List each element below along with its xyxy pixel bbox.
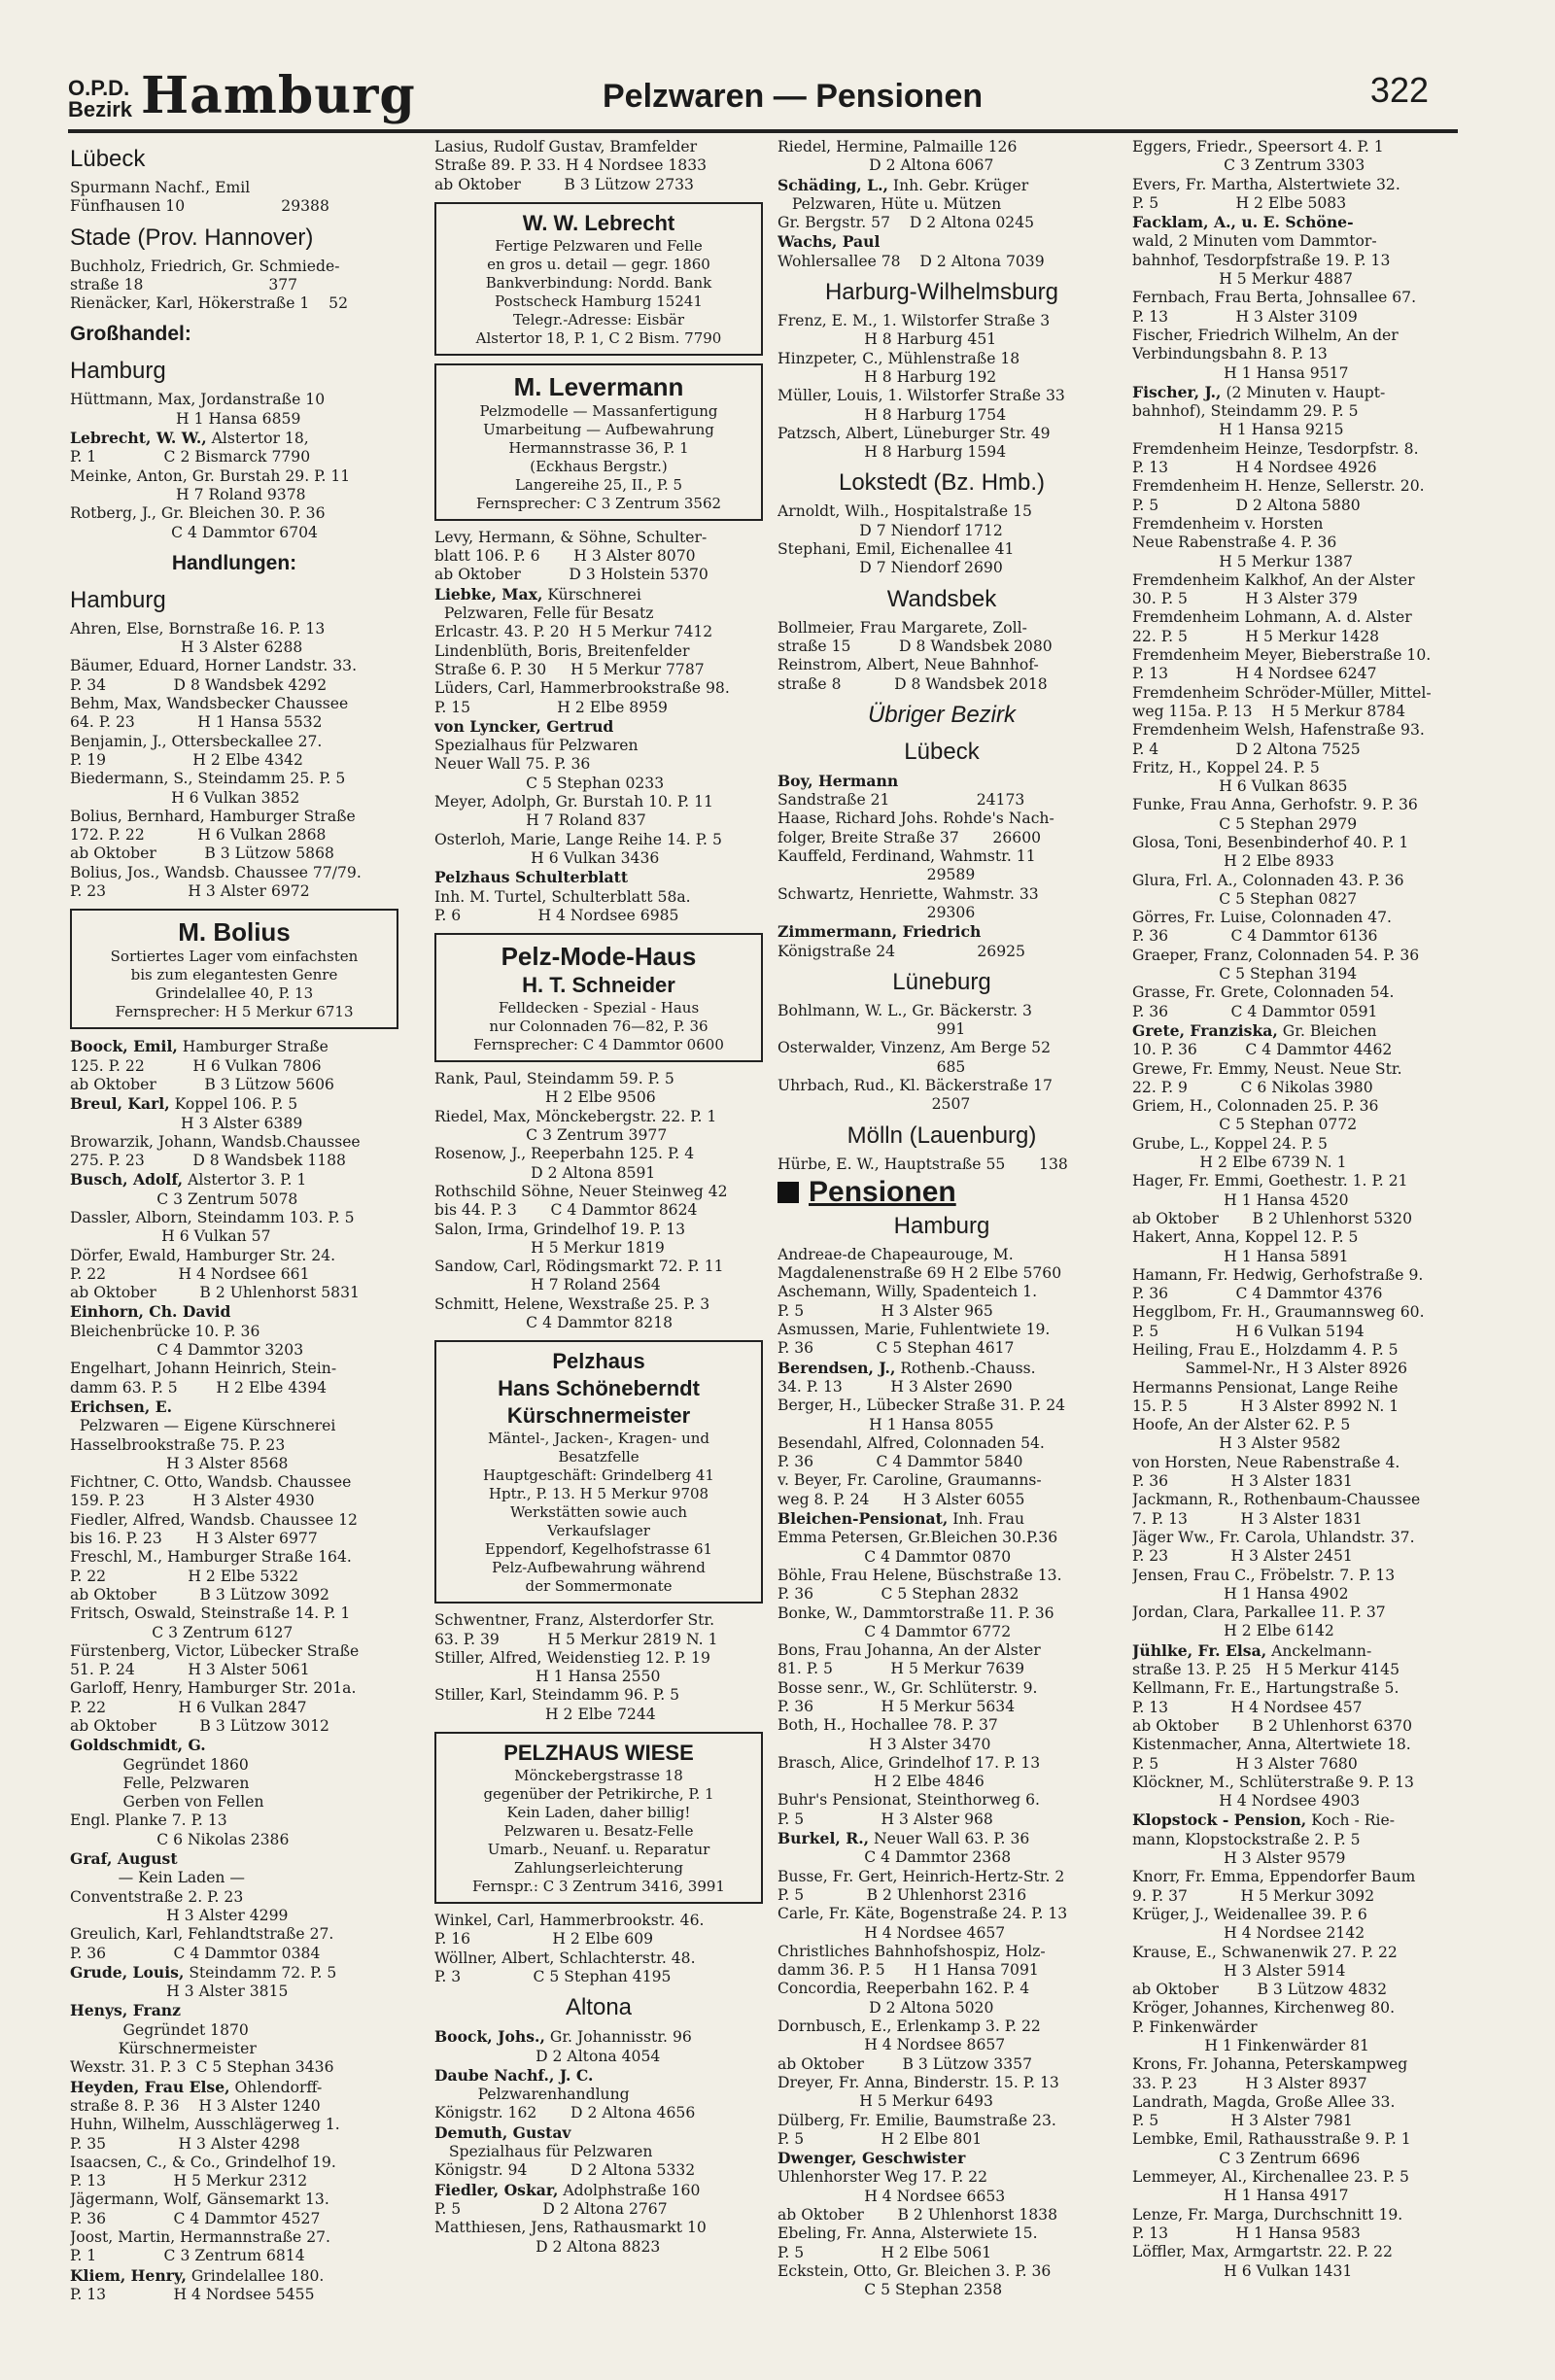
ad-line: Bankverbindung: Nordd. Bank bbox=[485, 273, 712, 292]
directory-entry bbox=[70, 2266, 398, 2305]
directory-entry bbox=[70, 1849, 398, 1963]
directory-entry bbox=[778, 176, 1106, 233]
entry-text: Koppel 106. P. 5 H 3 Alster 6389 Browarzik, Johann, Wandsb.Chaussee 275. P. 23 D 8 Wandsbek 1188 bbox=[70, 1095, 361, 1170]
entry-name: Jühlke, Fr. Elsa, bbox=[1132, 1640, 1267, 1660]
column-4 bbox=[1132, 138, 1468, 2281]
ad-line: Postscheck Hamburg 15241 bbox=[495, 292, 703, 310]
directory-entry bbox=[434, 2181, 763, 2257]
entry-text: Spezialhaus für Pelzwaren Neuer Wall 75. P. 36 C 5 Stephan 0233 Meyer, Adolph, Gr. Burstah 10. P. 11 H 7 Roland 837 Osterloh, Marie, Lange Reihe 14. P. 5 H 6 Vulkan 3436 bbox=[434, 737, 722, 867]
entry-text: Hüttmann, Max, Jordanstraße 10 H 1 Hansa 6859 bbox=[70, 391, 326, 428]
ad-line: Fernsprecher: C 3 Zentrum 3562 bbox=[475, 494, 722, 512]
entry-name: Demuth, Gustav bbox=[434, 2122, 571, 2142]
directory-entry bbox=[778, 1156, 1106, 1174]
advertisement-box bbox=[434, 202, 763, 356]
directory-entry bbox=[434, 585, 763, 717]
pensionen-title: Pensionen bbox=[809, 1176, 956, 1209]
directory-entry bbox=[778, 772, 1106, 922]
ad-line: Mönckebergstrasse 18 bbox=[514, 1767, 683, 1785]
entry-text: Winkel, Carl, Hammerbrookstr. 46. P. 16 H 2 Elbe 609 Wöllner, Albert, Schlachterstr. 48. P. 3 C 5 Stephan 4195 bbox=[434, 1912, 705, 1985]
entry-text: Steindamm 72. P. 5 H 3 Alster 3815 bbox=[166, 1963, 337, 2001]
column-1 bbox=[70, 138, 398, 2304]
column-2 bbox=[434, 138, 763, 2257]
entry-text: Ahren, Else, Bornstraße 16. P. 13 H 3 Alster 6288 Bäumer, Eduard, Horner Landstr. 33. P. 34 D 8 Wandsbek 4292 Behm, Max, Wandsbecker Chaussee 64. P. 23 H 1 Hansa 5532 Benjamin, J., Ottersbeckallee 27. P. 19 H 2 Elbe 4342 Biedermann, S., Steindamm 25. P. 5 H 6 Vulkan 3852 Bolius, Bernhard, Hamburger Straße 172. P. 22 H 6 Vulkan 2868 ab Oktober B 3 Lützow 5868 Bolius, Jos., Wandsb. Chaussee 77/79. P. 23 H 3 Alster 6972 bbox=[70, 619, 362, 901]
directory-entry bbox=[434, 1912, 763, 1986]
directory-entry bbox=[434, 529, 763, 585]
ad-line: Werkstätten sowie auch bbox=[509, 1503, 688, 1522]
entry-text: Hürbe, E. W., Hauptstraße 55 138 bbox=[778, 1155, 1068, 1173]
entry-name: Heyden, Frau Else, bbox=[70, 2077, 230, 2096]
entry-name: Erichsen, E. bbox=[70, 1397, 173, 1416]
entry-text: Andreae-de Chapeaurouge, M. Magdalenenstraße 69 H 2 Elbe 5760 Aschemann, Willy, Spadenteich 1. P. 5 H 3 Alster 965 Asmussen, Marie, Fuhlentwiete 19. P. 36 C 5 Stephan 4617 bbox=[778, 1245, 1062, 1358]
ad-line: Umarb., Neuanf. u. Reparatur bbox=[487, 1841, 710, 1859]
column-3 bbox=[778, 138, 1106, 2300]
entry-text: Riedel, Hermine, Palmaille 126 D 2 Altona 6067 bbox=[778, 138, 1018, 175]
entry-text: Neuer Wall 63. P. 36 C 4 Dammtor 2368 Busse, Fr. Gert, Heinrich-Hertz-Str. 2 P. 5 B 2 Uhlenhorst 2316 Carle, Fr. Käte, Bogenstraße 24. P. 13 H 4 Nordsee 4657 Christliches Bahnhofshospiz, Holz- damm 36. P. 5 H 1 Hansa 7091 Concordia, Reeperbahn 162. P. 4 D 2 Altona 5020 Dornbusch, E., Erlenkamp 3. P. 22 H 4 Nordsee 8657 ab Oktober B 3 Lützow 3357 Dreyer, Fr. Anna, Binderstr. 15. P. 13 H 5 Merkur 6493 Dülberg, Fr. Emilie, Baumstraße 23. P. 5 H 2 Elbe 801 bbox=[778, 1830, 1068, 2148]
directory-entry bbox=[70, 258, 398, 314]
ad-line: Felldecken - Spezial - Haus bbox=[498, 999, 700, 1018]
directory-entry bbox=[778, 1002, 1106, 1115]
directory-entry bbox=[70, 1302, 398, 1397]
directory-entry bbox=[70, 1170, 398, 1302]
advertisement-box bbox=[434, 363, 763, 521]
entry-name: Bleichen-Pensionat, bbox=[778, 1509, 949, 1529]
ad-line: Besatzfelle bbox=[558, 1448, 639, 1466]
entry-name: Liebke, Max, bbox=[434, 584, 543, 604]
entry-text: Adolphstraße 160 P. 5 D 2 Altona 2767 Matthiesen, Jens, Rathausmarkt 10 D 2 Altona 8823 bbox=[434, 2181, 707, 2256]
ad-title: Pelz-Mode-Haus bbox=[501, 942, 697, 972]
entry-name: Boock, Emil, bbox=[70, 1037, 178, 1056]
directory-entry bbox=[434, 1611, 763, 1724]
entry-name: Kliem, Henry, bbox=[70, 2265, 187, 2285]
advertisement-box bbox=[434, 1340, 763, 1604]
directory-entry bbox=[778, 1829, 1106, 2149]
entry-name: Grete, Franziska, bbox=[1132, 1020, 1278, 1040]
section-heading: Handlungen: bbox=[171, 551, 297, 574]
ad-line: (Eckhaus Bergstr.) bbox=[530, 457, 668, 475]
entry-text: Eggers, Friedr., Speersort 4. P. 1 C 3 Zentrum 3303 Evers, Fr. Martha, Alstertwiete 32. P. 5 H 2 Elbe 5083 bbox=[1132, 138, 1400, 212]
entry-text: Hamburger Straße 125. P. 22 H 6 Vulkan 7806 ab Oktober B 3 Lützow 5606 bbox=[70, 1038, 334, 1093]
square-marker-icon bbox=[778, 1182, 799, 1203]
directory-entry bbox=[70, 1963, 398, 2002]
entry-text: Alstertor 3. P. 1 C 3 Zentrum 5078 Dassler, Alborn, Steindamm 103. P. 5 H 6 Vulkan 57 Dörfer, Ewald, Hamburger Str. 24. P. 22 H 4 Nordsee 661 ab Oktober B 2 Uhlenhorst 5831 bbox=[70, 1171, 360, 1302]
directory-entry bbox=[434, 868, 763, 925]
ad-line: Telegr.-Adresse: Eisbär bbox=[512, 310, 685, 328]
directory-entry bbox=[778, 312, 1106, 462]
entry-text: Wohlersallee 78 D 2 Altona 7039 bbox=[778, 252, 1045, 270]
entry-text: Pelzwarenhandlung Königstr. 162 D 2 Altona 4656 bbox=[434, 2086, 696, 2122]
directory-entry bbox=[778, 2149, 1106, 2299]
entry-text: Kürschnerei Pelzwaren, Felle für Besatz Erlcastr. 43. P. 20 H 5 Merkur 7412 Lindenblüth, Boris, Breitenfelder Straße 6. P. 30 H 5 Merkur 7787 Lüders, Carl, Hammerbrookstraße 98. P. 15 H 2 Elbe 8959 bbox=[434, 585, 730, 716]
section-heading: Lüneburg bbox=[892, 968, 991, 995]
page-header bbox=[68, 58, 1468, 126]
entry-text: Anckelmann- straße 13. P. 25 H 5 Merkur 4145 Kellmann, Fr. E., Hartungstraße 5. P. 13 H 4 Nordsee 457 ab Oktober B 2 Uhlenhorst 6370 Kistenmacher, Anna, Altertwiete 18. P. 5 H 3 Alster 7680 Klöckner, M., Schlüterstraße 9. P. 13 H 4 Nordsee 4903 bbox=[1132, 1641, 1414, 1811]
ad-line: Langereihe 25, II., P. 5 bbox=[514, 475, 683, 494]
ad-line: bis zum elegantesten Genre bbox=[130, 966, 338, 984]
ad-line: Grindelallee 40, P. 13 bbox=[155, 984, 314, 1003]
ad-line: Sortiertes Lager vom einfachsten bbox=[110, 948, 359, 966]
entry-name: Lebrecht, W. W., bbox=[70, 429, 207, 448]
entry-text: Lasius, Rudolf Gustav, Bramfelder Straße 89. P. 33. H 4 Nordsee 1833 ab Oktober B 3 Lützow 2733 bbox=[434, 138, 708, 193]
district-label: O.P.D. Bezirk bbox=[68, 76, 133, 121]
entry-text: Sandstraße 21 24173 Haase, Richard Johs. Rohde's Nach- folger, Breite Straße 37 26600 Kauffeld, Ferdinand, Wahmstr. 11 29589 Schwartz, Henriette, Wahmstr. 33 29306 bbox=[778, 791, 1054, 921]
directory-entry bbox=[70, 1094, 398, 1170]
directory-entry bbox=[70, 429, 398, 542]
directory-entry bbox=[778, 138, 1106, 176]
ad-title: M. Bolius bbox=[178, 917, 291, 948]
ad-line: en gros u. detail — gegr. 1860 bbox=[487, 255, 710, 273]
ad-line: Alstertor 18, P. 1, C 2 Bism. 7790 bbox=[475, 328, 722, 347]
entry-name: Grude, Louis, bbox=[70, 1962, 185, 1982]
advertisement-box bbox=[70, 909, 398, 1029]
entry-text: Gegründet 1870 Kürschnermeister Wexstr. 31. P. 3 C 5 Stephan 3436 bbox=[70, 2020, 334, 2077]
advertisement-box bbox=[434, 1732, 763, 1904]
section-heading: Hamburg bbox=[893, 1212, 990, 1239]
entry-text: Bollmeier, Frau Margarete, Zoll- straße 15 D 8 Wandsbek 2080 Reinstrom, Albert, Neue Bahnhof- straße 8 D 8 Wandsbek 2018 bbox=[778, 618, 1053, 693]
ad-line: Hptr., P. 13. H 5 Merkur 9708 bbox=[488, 1485, 709, 1503]
section-heading: Altona bbox=[565, 1994, 633, 2021]
ad-line: Fertige Pelzwaren und Felle bbox=[495, 236, 703, 255]
entry-text: Buchholz, Friedrich, Gr. Schmiede- straße 18 377 Rienäcker, Karl, Hökerstraße 1 52 bbox=[70, 257, 348, 313]
ad-line: Verkaufslager bbox=[547, 1522, 650, 1540]
page-number: 322 bbox=[1369, 70, 1429, 110]
entry-name: Boy, Hermann bbox=[778, 771, 899, 790]
entry-name: Henys, Franz bbox=[70, 2001, 181, 2020]
entry-name: Berendsen, J., bbox=[778, 1358, 896, 1377]
entry-text: Schwentner, Franz, Alsterdorfer Str. 63. P. 39 H 5 Merkur 2819 N. 1 Stiller, Alfred, Weidenstieg 12. P. 19 H 1 Hansa 2550 Stiller, Karl, Steindamm 96. P. 5 H 2 Elbe 7244 bbox=[434, 1611, 718, 1723]
page-title: Pelzwaren — Pensionen bbox=[603, 78, 984, 115]
entry-name: Fischer, J., bbox=[1132, 382, 1222, 401]
entry-name: Breul, Karl, bbox=[70, 1094, 170, 1114]
directory-entry bbox=[1132, 383, 1468, 1021]
ad-title: PELZHAUS WIESE bbox=[503, 1741, 694, 1766]
entry-name: Dwenger, Geschwister bbox=[778, 2149, 966, 2168]
directory-entry bbox=[70, 620, 398, 901]
section-heading: Wandsbek bbox=[886, 585, 997, 612]
entry-name: Graf, August bbox=[70, 1849, 178, 1869]
ad-line: gegenüber der Petrikirche, P. 1 bbox=[483, 1785, 714, 1804]
directory-entry bbox=[70, 2078, 398, 2266]
entry-text: Spurmann Nachf., Emil Fünfhausen 10 29388 bbox=[70, 179, 329, 216]
entry-text: Alstertor 18, P. 1 C 2 Bismarck 7790 Meinke, Anton, Gr. Burstah 29. P. 11 H 7 Roland 9378 Rotberg, J., Gr. Bleichen 30. P. 36 C 4 Dammtor 6704 bbox=[70, 430, 351, 541]
ad-line: Pelzwaren u. Besatz-Felle bbox=[503, 1822, 694, 1841]
directory-entry bbox=[778, 1509, 1106, 1829]
entry-name: Einhorn, Ch. David bbox=[70, 1302, 231, 1322]
entry-text: Arnoldt, Wilh., Hospitalstraße 15 D 7 Niendorf 1712 Stephani, Emil, Eichenallee 41 D 7 Niendorf 2690 bbox=[778, 502, 1032, 577]
section-heading: Hamburg bbox=[70, 358, 166, 385]
directory-entry bbox=[1132, 138, 1468, 213]
pensionen-heading bbox=[778, 1176, 1106, 1209]
entry-text: Spezialhaus für Pelzwaren Königstr. 94 D 2 Altona 5332 bbox=[434, 2143, 696, 2180]
entry-text: Inh. Gebr. Krüger Pelzwaren, Hüte u. Mützen Gr. Bergstr. 57 D 2 Altona 0245 bbox=[778, 176, 1035, 232]
header-rule bbox=[68, 129, 1458, 133]
entry-text: Frenz, E. M., 1. Wilstorfer Straße 3 H 8 Harburg 451 Hinzpeter, C., Mühlenstraße 18 H 8 Harburg 192 Müller, Louis, 1. Wilstorfer Straße 33 H 8 Harburg 1754 Patzsch, Albert, Lüneburger Str. 49 H 8 Harburg 1594 bbox=[778, 312, 1065, 462]
directory-entry bbox=[778, 232, 1106, 271]
entry-name: Schäding, L., bbox=[778, 175, 888, 194]
entry-name: Burkel, R., bbox=[778, 1829, 870, 1848]
entry-text: Grindelallee 180. P. 13 H 4 Nordsee 5455 bbox=[70, 2266, 325, 2303]
ad-subtitle: Kürschnermeister bbox=[506, 1403, 691, 1429]
section-heading: Mölln (Lauenburg) bbox=[847, 1121, 1037, 1149]
entry-name: von Lyncker, Gertrud bbox=[434, 716, 614, 736]
section-heading: Lübeck bbox=[70, 146, 146, 172]
entry-name: Wachs, Paul bbox=[778, 232, 881, 252]
entry-name: Pelzhaus Schulterblatt bbox=[434, 868, 629, 887]
directory-entry bbox=[70, 179, 398, 217]
ad-line: Fernspr.: C 3 Zentrum 3416, 3991 bbox=[472, 1878, 725, 1896]
ad-subtitle: H. T. Schneider bbox=[522, 973, 675, 998]
entry-text: Bohlmann, W. L., Gr. Bäckerstr. 3 991 Osterwalder, Vinzenz, Am Berge 52 685 Uhrbach, Rud., Kl. Bäckerstraße 17 2507 bbox=[778, 1001, 1053, 1114]
entry-name: Fiedler, Oskar, bbox=[434, 2180, 559, 2199]
section-heading: Stade (Prov. Hannover) bbox=[70, 224, 314, 251]
entry-text: Ohlendorff- straße 8. P. 36 H 3 Alster 1240 Huhn, Wilhelm, Ausschlägerweg 1. P. 35 H 3 Alster 4298 Isaacsen, C., & Co., Grindelhof 19. P. 13 H 5 Merkur 2312 Jägermann, Wolf, Gänsemarkt 13. P. 36 C 4 Dammtor 4527 Joost, Martin, Hermannstraße 27. P. 1 C 3 Zentrum 6814 bbox=[70, 2078, 340, 2265]
entry-text: wald, 2 Minuten vom Dammtor- bahnhof, Tesdorpfstraße 19. P. 13 H 5 Merkur 4887 Fernbach, Frau Berta, Johnsallee 67. P. 13 H 3 Alster 3109 Fischer, Friedrich Wilhelm, An der Verbindungsbahn 8. P. 13 H 1 Hansa 9517 bbox=[1132, 232, 1417, 382]
entry-name: Klopstock - Pension, bbox=[1132, 1811, 1307, 1830]
directory-entry bbox=[778, 502, 1106, 577]
section-heading: Harburg-Wilhelmsburg bbox=[824, 279, 1059, 306]
entry-text: Inh. M. Turtel, Schulterblatt 58a. P. 6 H 4 Nordsee 6985 bbox=[434, 887, 691, 924]
directory-entry bbox=[70, 1397, 398, 1736]
ad-line: Mäntel-, Jacken-, Kragen- und bbox=[487, 1430, 710, 1448]
ad-title: W. W. Lebrecht bbox=[522, 210, 675, 235]
directory-entry bbox=[1132, 1021, 1468, 1641]
entry-text: Rothenb.-Chauss. 34. P. 13 H 3 Alster 2690 Berger, H., Lübecker Straße 31. P. 24 H 1 Hansa 8055 Besendahl, Alfred, Colonnaden 54. P. 36 C 4 Dammtor 5840 v. Beyer, Fr. Caroline, Graumanns- weg 8. P. 24 H 3 Alster 6055 bbox=[778, 1359, 1066, 1508]
entry-text: Rank, Paul, Steindamm 59. P. 5 H 2 Elbe 9506 Riedel, Max, Mönckebergstr. 22. P. 1 C 3 Zentrum 3977 Rosenow, J., Reeperbahn 125. P. 4 D 2 Altona 8591 Rothschild Söhne, Neuer Steinweg 42 bis 44. P. 3 C 4 Dammtor 8624 Salon, Irma, Grindelhof 19. P. 13 H 5 Merkur 1819 Sandow, Carl, Rödingsmarkt 72. P. 11 H 7 Roland 2564 Schmitt, Helene, Wexstraße 25. P. 3 C 4 Dammtor 8218 bbox=[434, 1070, 728, 1331]
entry-text: Bleichenbrücke 10. P. 36 C 4 Dammtor 3203 Engelhart, Johann Heinrich, Stein- damm 63. P. 5 H 2 Elbe 4394 bbox=[70, 1322, 337, 1397]
directory-entry bbox=[434, 2066, 763, 2123]
directory-entry bbox=[434, 717, 763, 868]
directory-entry bbox=[434, 2027, 763, 2066]
ad-line: Pelzmodelle — Massanfertigung bbox=[479, 401, 718, 420]
directory-entry bbox=[778, 1246, 1106, 1359]
section-heading: Lübeck bbox=[904, 738, 980, 765]
entry-name: Daube Nachf., J. C. bbox=[434, 2065, 594, 2085]
ad-line: Kein Laden, daher billig! bbox=[506, 1804, 691, 1822]
section-heading: Großhandel: bbox=[70, 323, 191, 346]
ad-line: Hauptgeschäft: Grindelberg 41 bbox=[483, 1466, 714, 1485]
directory-entry bbox=[778, 922, 1106, 961]
entry-text: Gr. Bleichen 10. P. 36 C 4 Dammtor 4462 Grewe, Fr. Emmy, Neust. Neue Str. 22. P. 9 C 6 Nikolas 3980 Griem, H., Colonnaden 25. P. 36 C 5 Stephan 0772 Grube, L., Koppel 24. P. 5 H 2 Elbe 6739 N. 1 Hager, Fr. Emmi, Goethestr. 1. P. 21 H 1 Hansa 4520 ab Oktober B 2 Uhlenhorst 5320 Hakert, Anna, Koppel 12. P. 5 H 1 Hansa 5891 Hamann, Fr. Hedwig, Gerhofstraße 9. P. 36 C 4 Dammtor 4376 Hegglbom, Fr. H., Graumannsweg 60. P. 5 H 6 Vulkan 5194 Heiling, Frau E., Holzdamm 4. P. 5 Sammel-Nr., H 3 Alster 8926 Hermanns Pensionat, Lange Reihe 15. P. 5 H 3 Alster 8992 N. 1 Hoofe, An der Alster 62. P. 5 H 3 Alster 9582 von Horsten, Neue Rabenstraße 4. P. 36 H 3 Alster 1831 Jackmann, R., Rothenbaum-Chaussee 7. P. 13 H 3 Alster 1831 Jäger Ww., Fr. Carola, Uhlandstr. 37. P. 23 H 3 Alster 2451 Jensen, Frau C., Fröbelstr. 7. P. 13 H 1 Hansa 4902 Jordan, Clara, Parkallee 11. P. 37 H 2 Elbe 6142 bbox=[1132, 1021, 1425, 1640]
ad-title: Pelzhaus bbox=[552, 1349, 645, 1374]
directory-entry bbox=[778, 619, 1106, 694]
directory-entry bbox=[434, 2123, 763, 2181]
entry-text: (2 Minuten v. Haupt- bahnhof), Steindamm 29. P. 5 H 1 Hansa 9215 Fremdenheim Heinze, Tesdorpfstr. 8. P. 13 H 4 Nordsee 4926 Fremdenheim H. Henze, Sellerstr. 20. P. 5 D 2 Altona 5880 Fremdenheim v. Horsten Neue Rabenstraße 4. P. 36 H 5 Merkur 1387 Fremdenheim Kalkhof, An der Alster 30. P. 5 H 3 Alster 379 Fremdenheim Lohmann, A. d. Alster 22. P. 5 H 5 Merkur 1428 Fremdenheim Meyer, Bieberstraße 10. P. 13 H 4 Nordsee 6247 Fremdenheim Schröder-Müller, Mittel- weg 115a. P. 13 H 5 Merkur 8784 Fremdenheim Welsh, Hafenstraße 93. P. 4 D 2 Altona 7525 Fritz, H., Koppel 24. P. 5 H 6 Vulkan 8635 Funke, Frau Anna, Gerhofstr. 9. P. 36 C 5 Stephan 2979 Glosa, Toni, Besenbinderhof 40. P. 1 H 2 Elbe 8933 Glura, Frl. A., Colonnaden 43. P. 36 C 5 Stephan 0827 Görres, Fr. Luise, Colonnaden 47. P. 36 C 4 Dammtor 6136 Graeper, Franz, Colonnaden 54. P. 36 C 5 Stephan 3194 Grasse, Fr. Grete, Colonnaden 54. P. 36 C 4 Dammtor 0591 bbox=[1132, 383, 1432, 1020]
directory-entry bbox=[70, 1037, 398, 1094]
entry-text: — Kein Laden — Conventstraße 2. P. 23 H 3 Alster 4299 Greulich, Karl, Fehlandtstraße 27. P. 36 C 4 Dammtor 0384 bbox=[70, 1869, 334, 1962]
entry-name: Busch, Adolf, bbox=[70, 1170, 184, 1190]
entry-name: Boock, Johs., bbox=[434, 2027, 545, 2047]
directory-entry bbox=[1132, 213, 1468, 383]
entry-text: Königstraße 24 26925 bbox=[778, 942, 1025, 960]
ad-line: Umarbeitung — Aufbewahrung bbox=[483, 420, 714, 438]
entry-text: Inh. Frau Emma Petersen, Gr.Bleichen 30.P.36 C 4 Dammtor 0870 Böhle, Frau Helene, Büschstraße 13. P. 36 C 5 Stephan 2832 Bonke, W., Dammtorstraße 11. P. 36 C 4 Dammtor 6772 Bons, Frau Johanna, An der Alster 81. P. 5 H 5 Merkur 7639 Bosse senr., W., Gr. Schlüterstr. 9. P. 36 H 5 Merkur 5634 Both, H., Hochallee 78. P. 37 H 3 Alster 3470 Brasch, Alice, Grindelhof 17. P. 13 H 2 Elbe 4846 Buhr's Pensionat, Steinthorweg 6. P. 5 H 3 Alster 968 bbox=[778, 1510, 1062, 1828]
section-heading: Hamburg bbox=[70, 586, 166, 613]
entry-text: Pelzwaren — Eigene Kürschnerei Hasselbrookstraße 75. P. 23 H 3 Alster 8568 Fichtner, C. Otto, Wandsb. Chaussee 159. P. 23 H 3 Alster 4930 Fiedler, Alfred, Wandsb. Chaussee 12 bis 16. P. 23 H 3 Alster 6977 Freschl, M., Hamburger Straße 164. P. 22 H 2 Elbe 5322 ab Oktober B 3 Lützow 3092 Fritsch, Oswald, Steinstraße 14. P. 1 C 3 Zentrum 6127 Fürstenberg, Victor, Lübecker Straße 51. P. 24 H 3 Alster 5061 Garloff, Henry, Hamburger Str. 201a. P. 22 H 6 Vulkan 2847 ab Oktober B 3 Lützow 3012 bbox=[70, 1417, 360, 1735]
entry-text: Levy, Hermann, & Söhne, Schulter- blatt 106. P. 6 H 3 Alster 8070 ab Oktober D 3 Holstein 5370 bbox=[434, 528, 708, 584]
section-heading: Lokstedt (Bz. Hmb.) bbox=[838, 469, 1046, 497]
directory-entry bbox=[70, 1736, 398, 1849]
entry-text: Gegründet 1860 Felle, Pelzwaren Gerben von Fellen Engl. Planke 7. P. 13 C 6 Nikolas 2386 bbox=[70, 1755, 290, 1848]
ad-line: Pelz-Aufbewahrung während bbox=[492, 1559, 706, 1577]
ad-line: Hermannstrasse 36, P. 1 bbox=[508, 438, 689, 457]
ad-line: Fernsprecher: C 4 Dammtor 0600 bbox=[473, 1036, 724, 1054]
section-heading: Übriger Bezirk bbox=[867, 701, 1017, 728]
ad-subtitle: Hans Schöneberndt bbox=[498, 1376, 700, 1401]
ad-line: Fernsprecher: H 5 Merkur 6713 bbox=[115, 1003, 354, 1021]
directory-entry bbox=[1132, 1811, 1468, 2280]
directory-entry bbox=[70, 2001, 398, 2077]
ad-line: der Sommermonate bbox=[525, 1577, 673, 1596]
directory-entry bbox=[434, 1070, 763, 1332]
directory-entry bbox=[1132, 1641, 1468, 1811]
entry-text: Uhlenhorster Weg 17. P. 22 H 4 Nordsee 6653 ab Oktober B 2 Uhlenhorst 1838 Ebeling, Fr. Anna, Alsterwiete 15. P. 5 H 2 Elbe 5061 Eckstein, Otto, Gr. Bleichen 3. P. 36 C 5 Stephan 2358 bbox=[778, 2168, 1058, 2299]
directory-entry bbox=[434, 138, 763, 194]
ad-line: Zahlungserleichterung bbox=[513, 1859, 684, 1878]
entry-text: Koch - Rie- mann, Klopstockstraße 2. P. 5 H 3 Alster 9579 Knorr, Fr. Emma, Eppendorfer Baum 9. P. 37 H 5 Merkur 3092 Krüger, J., Weidenallee 39. P. 6 H 4 Nordsee 2142 Krause, E., Schwanenwik 27. P. 22 H 3 Alster 5914 ab Oktober B 3 Lützow 4832 Kröger, Johannes, Kirchenweg 80. P. Finkenwärder H 1 Finkenwärder 81 Krons, Fr. Johanna, Peterskampweg 33. P. 23 H 3 Alster 8937 Landrath, Magda, Große Allee 33. P. 5 H 3 Alster 7981 Lembke, Emil, Rathausstraße 9. P. 1 C 3 Zentrum 6696 Lemmeyer, Al., Kirchenallee 23. P. 5 H 1 Hansa 4917 Lenze, Fr. Marga, Durchschnitt 19. P. 13 H 1 Hansa 9583 Löffler, Max, Armgartstr. 22. P. 22 H 6 Vulkan 1431 bbox=[1132, 1811, 1416, 2280]
ad-line: nur Colonnaden 76—82, P. 36 bbox=[489, 1018, 708, 1036]
directory-entry bbox=[778, 1359, 1106, 1509]
ad-title: M. Levermann bbox=[513, 371, 684, 401]
entry-name: Goldschmidt, G. bbox=[70, 1736, 206, 1755]
city-title: Hamburg bbox=[141, 66, 416, 125]
entry-text: Gr. Johannisstr. 96 D 2 Altona 4054 bbox=[536, 2028, 692, 2065]
directory-entry bbox=[70, 391, 398, 429]
entry-name: Facklam, A., u. E. Schöne- bbox=[1132, 213, 1354, 232]
advertisement-box bbox=[434, 933, 763, 1062]
ad-line: Eppendorf, Kegelhofstrasse 61 bbox=[484, 1540, 713, 1559]
entry-name: Zimmermann, Friedrich bbox=[778, 922, 982, 942]
